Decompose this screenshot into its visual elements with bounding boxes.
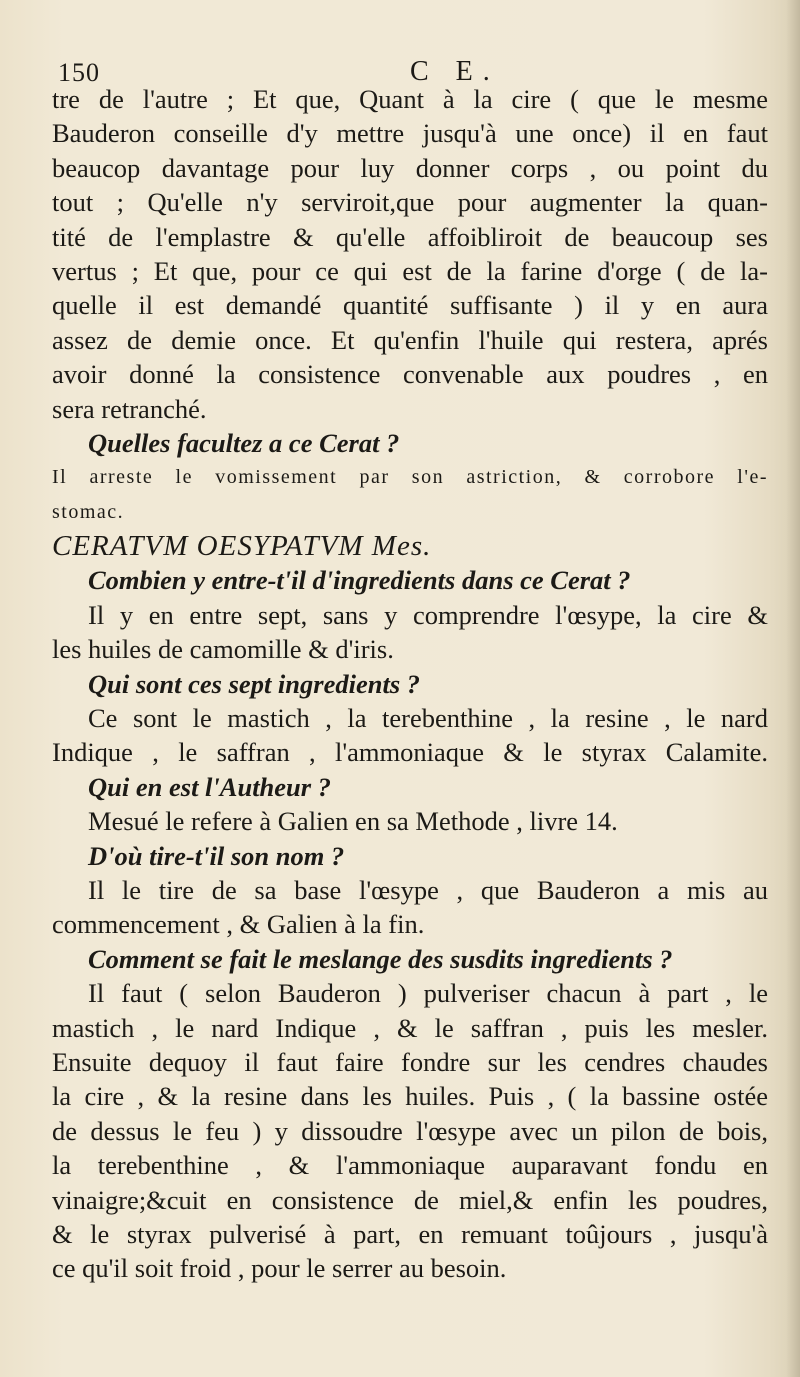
text-line: Il arreste le vomissement par son astriction, & corrobore l'e-: [52, 466, 768, 489]
text-line: les huiles de camomille & d'iris.: [52, 634, 394, 665]
question-heading: Comment se fait le meslange des susdits ingredients ?: [88, 943, 673, 974]
question-heading: Qui sont ces sept ingredients ?: [88, 668, 421, 699]
text-line: & le styrax pulverisé à part, en remuant toûjours , jusqu'à: [52, 1218, 768, 1249]
text-line: Indique , le saffran , l'ammoniaque & le styrax Calamite.: [52, 737, 768, 768]
text-line: sera retranché.: [52, 393, 207, 424]
question-heading: Qui en est l'Autheur ?: [88, 771, 331, 802]
question-heading: D'où tire-t'il son nom ?: [88, 840, 345, 871]
text-line: Bauderon conseille d'y mettre jusqu'à une once) il en faut: [52, 118, 768, 149]
question-heading: Quelles facultez a ce Cerat ?: [88, 427, 400, 458]
text-line: tout ; Qu'elle n'y serviroit,que pour augmenter la quan-: [52, 187, 768, 218]
text-line: tité de l'emplastre & qu'elle affoibliroit de beaucoup ses: [52, 221, 768, 252]
text-line: vinaigre;&cuit en consistence de miel,& enfin les poudres,: [52, 1184, 768, 1215]
text-line: de dessus le feu ) y dissoudre l'œsype avec un pilon de bois,: [52, 1115, 768, 1146]
text-line: commencement , & Galien à la fin.: [52, 909, 425, 940]
text-line: Ensuite dequoy il faut faire fondre sur les cendres chaudes: [52, 1046, 768, 1077]
section-heading: CERATVM OESYPATVM Mes.: [52, 530, 432, 563]
text-line: Il faut ( selon Bauderon ) pulveriser chacun à part , le: [88, 978, 768, 1009]
text-line: mastich , le nard Indique , & le saffran , puis les mesler.: [52, 1012, 768, 1043]
text-line: Ce sont le mastich , la terebenthine , la resine , le nard: [88, 703, 768, 734]
running-head: C E.: [410, 56, 500, 87]
text-line: quelle il est demandé quantité suffisante ) il y en aura: [52, 290, 768, 321]
text-line: assez de demie once. Et qu'enfin l'huile qui restera, aprés: [52, 324, 768, 355]
text-line: la cire , & la resine dans les huiles. Puis , ( la bassine ostée: [52, 1081, 768, 1112]
text-line: Mesué le refere à Galien en sa Methode , livre 14.: [88, 806, 618, 837]
text-line: beaucop davantage pour luy donner corps , ou point du: [52, 152, 768, 183]
text-line: Il le tire de sa base l'œsype , que Bauderon a mis au: [88, 874, 768, 905]
page-body: [52, 82, 768, 1286]
question-heading: Combien y entre-t'il d'ingredients dans ce Cerat ?: [88, 565, 631, 596]
text-line: ce qu'il soit froid , pour le serrer au besoin.: [52, 1253, 507, 1284]
page-edge-shadow: [786, 0, 800, 1377]
text-line: avoir donné la consistence convenable aux poudres , en: [52, 359, 768, 390]
text-line: vertus ; Et que, pour ce qui est de la farine d'orge ( de la-: [52, 255, 768, 286]
text-line: Il y en entre sept, sans y comprendre l'œsype, la cire &: [88, 599, 768, 630]
text-line: tre de l'autre ; Et que, Quant à la cire ( que le mesme: [52, 84, 768, 114]
page-number: 150: [58, 58, 100, 87]
text-line: la terebenthine , & l'ammoniaque auparavant fondu en: [52, 1150, 768, 1181]
text-line: stomac.: [52, 500, 125, 523]
